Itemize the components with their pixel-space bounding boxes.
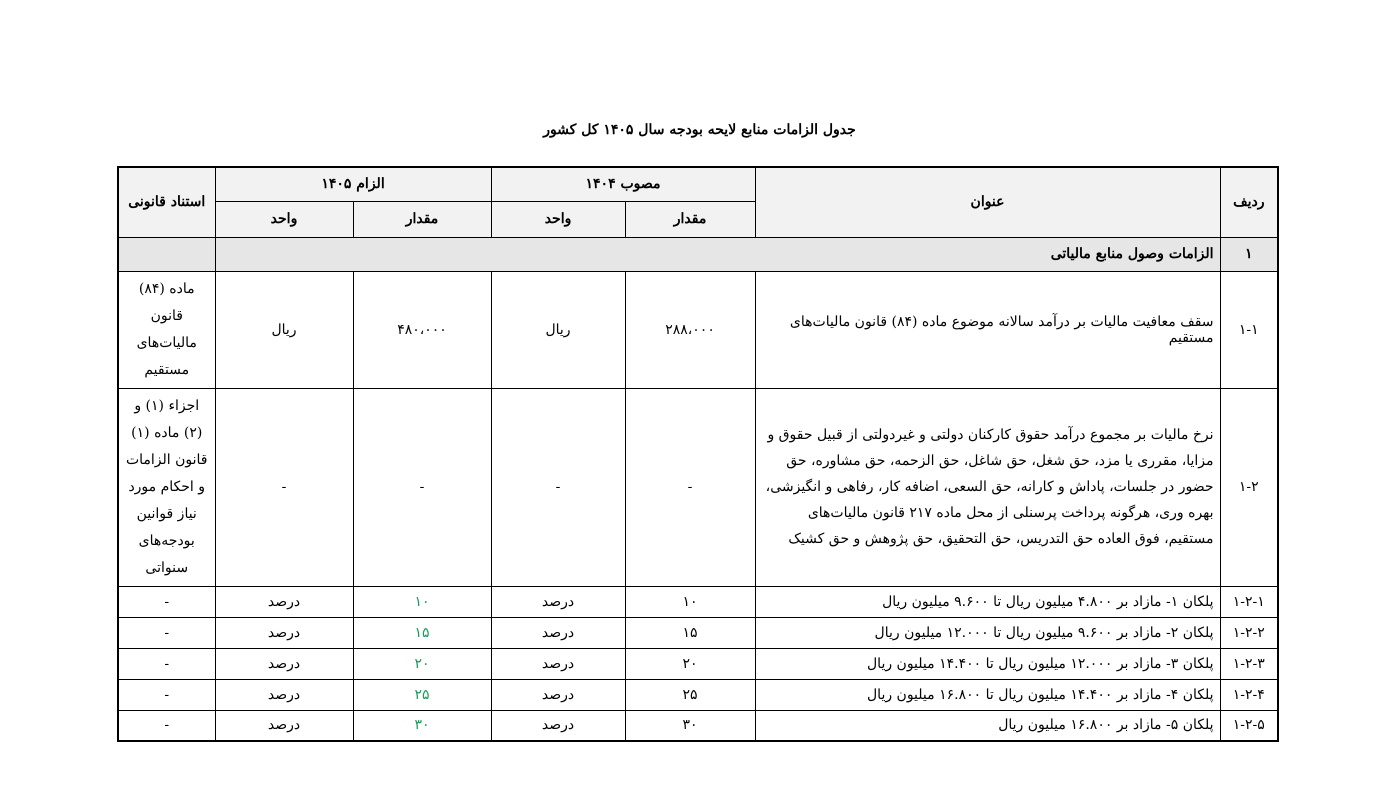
required-amount: ۱۰ bbox=[353, 586, 491, 617]
approved-amount: ۲۵ bbox=[625, 679, 755, 710]
required-unit: درصد bbox=[215, 710, 353, 741]
row-subject: سقف معافیت مالیات بر درآمد سالانه موضوع ماده (۸۴) قانون مالیات‌های مستقیم bbox=[755, 271, 1220, 388]
row-number: ۱-۲-۳ bbox=[1220, 648, 1278, 679]
legal-basis: - bbox=[118, 586, 215, 617]
legal-basis: - bbox=[118, 710, 215, 741]
table-row bbox=[118, 388, 1278, 586]
table-row bbox=[118, 710, 1278, 741]
table-row bbox=[118, 648, 1278, 679]
approved-amount: - bbox=[625, 388, 755, 586]
required-amount: ۱۵ bbox=[353, 617, 491, 648]
required-unit: درصد bbox=[215, 586, 353, 617]
row-subject: پلکان ۲- مازاد بر ۹.۶۰۰ میلیون ریال تا ۱۲.۰۰۰ میلیون ریال bbox=[755, 617, 1220, 648]
table-row bbox=[118, 586, 1278, 617]
row-number: ۱-۲ bbox=[1220, 388, 1278, 586]
row-number: ۱-۱ bbox=[1220, 271, 1278, 388]
row-subject: پلکان ۱- مازاد بر ۴.۸۰۰ میلیون ریال تا ۹.۶۰۰ میلیون ریال bbox=[755, 586, 1220, 617]
header-required-amount: مقدار bbox=[353, 201, 491, 237]
row-number: ۱-۲-۲ bbox=[1220, 617, 1278, 648]
table-row bbox=[118, 271, 1278, 388]
budget-table bbox=[117, 166, 1279, 742]
row-subject: پلکان ۵- مازاد بر ۱۶.۸۰۰ میلیون ریال bbox=[755, 710, 1220, 741]
header-approved-amount: مقدار bbox=[625, 201, 755, 237]
required-unit: درصد bbox=[215, 648, 353, 679]
approved-amount: ۲۰ bbox=[625, 648, 755, 679]
table-row bbox=[118, 679, 1278, 710]
required-unit: ریال bbox=[215, 271, 353, 388]
page-title: جدول الزامات منابع لایحه بودجه سال ۱۴۰۵ کل کشور bbox=[543, 122, 856, 138]
approved-amount: ۱۵ bbox=[625, 617, 755, 648]
section-row-no: ۱ bbox=[1220, 237, 1278, 271]
header-required-unit: واحد bbox=[215, 201, 353, 237]
approved-amount: ۱۰ bbox=[625, 586, 755, 617]
required-amount: ۴۸۰،۰۰۰ bbox=[353, 271, 491, 388]
section-empty-cell bbox=[118, 237, 215, 271]
legal-basis: - bbox=[118, 617, 215, 648]
approved-unit: درصد bbox=[491, 710, 625, 741]
legal-basis: ماده (۸۴) قانون مالیات‌های مستقیم bbox=[118, 271, 215, 388]
row-number: ۱-۲-۴ bbox=[1220, 679, 1278, 710]
section-row bbox=[118, 237, 1278, 271]
header-subject: عنوان bbox=[755, 167, 1220, 237]
table-row bbox=[118, 617, 1278, 648]
required-unit: - bbox=[215, 388, 353, 586]
header-approved-1404: مصوب ۱۴۰۴ bbox=[491, 167, 755, 201]
row-subject: پلکان ۴- مازاد بر ۱۴.۴۰۰ میلیون ریال تا ۱۶.۸۰۰ میلیون ریال bbox=[755, 679, 1220, 710]
legal-basis: - bbox=[118, 679, 215, 710]
required-unit: درصد bbox=[215, 617, 353, 648]
required-unit: درصد bbox=[215, 679, 353, 710]
header-row-no: ردیف bbox=[1220, 167, 1278, 237]
section-title: الزامات وصول منابع مالیاتی bbox=[215, 237, 1220, 271]
approved-unit: درصد bbox=[491, 648, 625, 679]
header-approved-unit: واحد bbox=[491, 201, 625, 237]
approved-amount: ۳۰ bbox=[625, 710, 755, 741]
row-number: ۱-۲-۵ bbox=[1220, 710, 1278, 741]
row-subject: پلکان ۳- مازاد بر ۱۲.۰۰۰ میلیون ریال تا ۱۴.۴۰۰ میلیون ریال bbox=[755, 648, 1220, 679]
row-subject: نرخ مالیات بر مجموع درآمد حقوق کارکنان دولتی و غیردولتی از قبیل حقوق و مزایا، مقرری یا مزد، حق شغل، حق شاغل، حق الزحمه، حق مشاوره، حق حضور در جلسات، پاداش و کارانه، حق السعی، اضافه کار، رفاهی و انگیزشی، بهره وری، هرگونه پرداخت پرسنلی از محل ماده ۲۱۷ قانون مالیات‌های مستقیم، فوق العاده حق التدریس، حق التحقیق، حق پژوهش و حق کشیک bbox=[755, 388, 1220, 586]
approved-unit: ریال bbox=[491, 271, 625, 388]
approved-unit: درصد bbox=[491, 679, 625, 710]
required-amount: ۲۰ bbox=[353, 648, 491, 679]
required-amount: - bbox=[353, 388, 491, 586]
approved-amount: ۲۸۸،۰۰۰ bbox=[625, 271, 755, 388]
approved-unit: - bbox=[491, 388, 625, 586]
approved-unit: درصد bbox=[491, 617, 625, 648]
approved-unit: درصد bbox=[491, 586, 625, 617]
header-required-1405: الزام ۱۴۰۵ bbox=[215, 167, 491, 201]
required-amount: ۳۰ bbox=[353, 710, 491, 741]
header-legal-basis: استناد قانونی bbox=[118, 167, 215, 237]
legal-basis: اجزاء (۱) و (۲) ماده (۱) قانون الزامات و احکام مورد نیاز قوانین بودجه‌های سنواتی bbox=[118, 388, 215, 586]
legal-basis: - bbox=[118, 648, 215, 679]
row-number: ۱-۲-۱ bbox=[1220, 586, 1278, 617]
required-amount: ۲۵ bbox=[353, 679, 491, 710]
